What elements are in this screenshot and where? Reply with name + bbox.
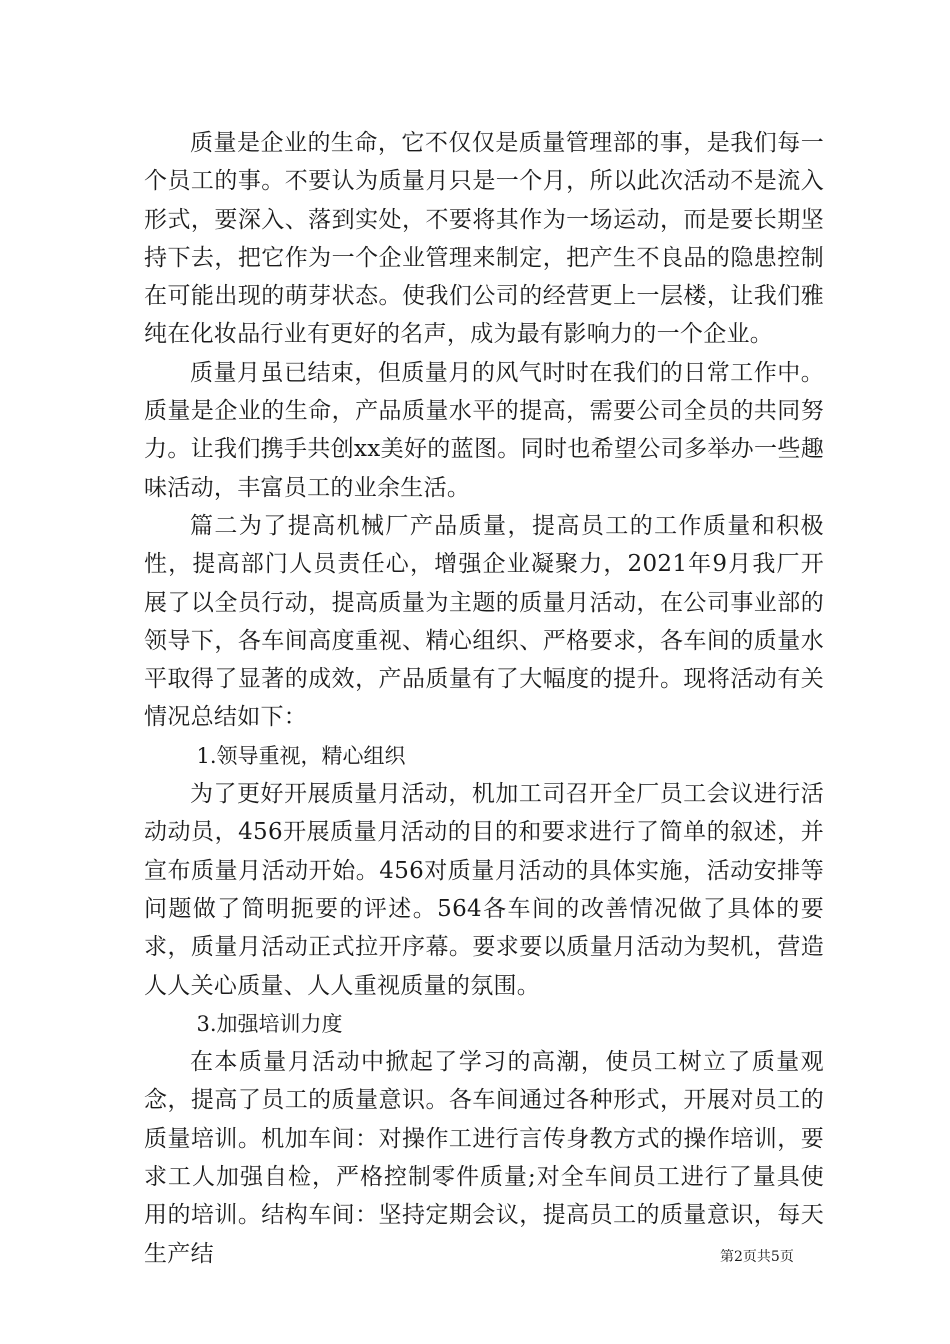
page-number-footer: 第2页共5页: [720, 1249, 794, 1265]
paragraph-mobilization-meeting: 为了更好开展质量月活动，机加工司召开全厂员工会议进行活动动员，456开展质量月活动的目的和要求进行了简单的叙述，并宣布质量月活动开始。456对质量月活动的具体实施，活动安排等问题做了简明扼要的评述。564各车间的改善情况做了具体的要求，质量月活动正式拉开序幕。要求要以质量月活动为契机，营造人人关心质量、人人重视质量的氛围。: [144, 781, 824, 999]
paragraph-quality-month-ended: 质量月虽已结束，但质量月的风气时时在我们的日常工作中。质量是企业的生命，产品质量水平的提高，需要公司全员的共同努力。让我们携手共创xx美好的蓝图。同时也希望公司多举办一些趣味活动，丰富员工的业余生活。: [144, 359, 824, 501]
paragraph-training-details: 在本质量月活动中掀起了学习的高潮，使员工树立了质量观念，提高了员工的质量意识。各车间通过各种形式，开展对员工的质量培训。机加车间：对操作工进行言传身教方式的操作培训，要求工人加强自检，严格控制零件质量;对全车间员工进行了量具使用的培训。结构车间：坚持定期会议，提高员工的质量意识，每天生产结: [144, 1049, 824, 1267]
section-heading-training: 3.加强培训力度: [196, 1011, 343, 1036]
document-body: [144, 124, 824, 1273]
paragraph-quality-is-life: 质量是企业的生命，它不仅仅是质量管理部的事，是我们每一个员工的事。不要认为质量月只是一个月，所以此次活动不是流入形式，要深入、落到实处，不要将其作为一场运动，而是要长期坚持下去，把它作为一个企业管理来制定，把产生不良品的隐患控制在可能出现的萌芽状态。使我们公司的经营更上一层楼，让我们雅纯在化妆品行业有更好的名声，成为最有影响力的一个企业。: [144, 130, 824, 348]
paragraph-part-two-intro: 篇二为了提高机械厂产品质量，提高员工的工作质量和积极性，提高部门人员责任心，增强企业凝聚力，2021年9月我厂开展了以全员行动，提高质量为主题的质量月活动，在公司事业部的领导下，各车间高度重视、精心组织、严格要求，各车间的质量水平取得了显著的成效，产品质量有了大幅度的提升。现将活动有关情况总结如下：: [144, 512, 824, 731]
section-heading-leadership: 1.领导重视，精心组织: [196, 743, 406, 768]
